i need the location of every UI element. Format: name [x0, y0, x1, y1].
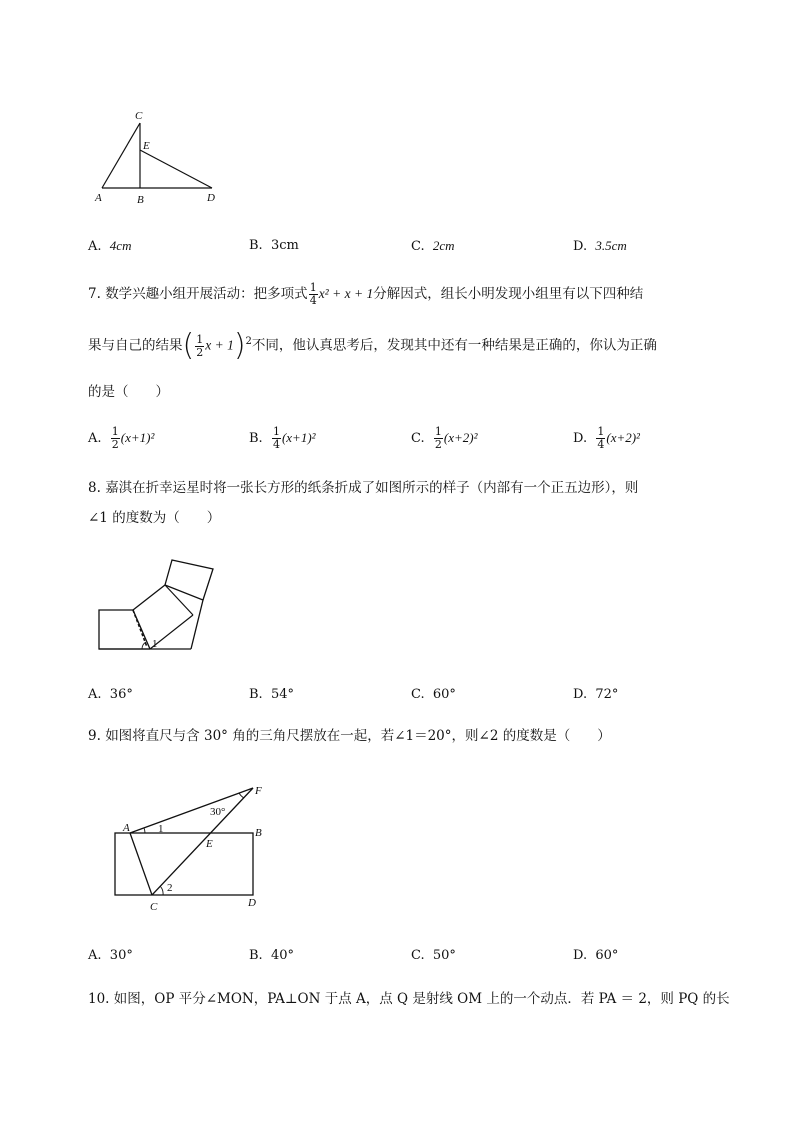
label-d: D [207, 192, 215, 204]
label-b: B [255, 827, 262, 839]
q9-option-c[interactable]: C. 50° [411, 948, 456, 963]
q7-line-3: 的是（ ） [88, 384, 169, 400]
label-c: C [150, 901, 158, 913]
q9-option-d[interactable]: D. 60° [573, 948, 619, 963]
fraction: $\frac{1}{4}$ [309, 281, 317, 307]
q8-line-1: 8. 嘉淇在折幸运星时将一张长方形的纸条折成了如图所示的样子（内部有一个正五边形），则 [88, 480, 639, 496]
q8-option-d[interactable]: D. 72° [573, 687, 619, 702]
fraction: $\frac{1}{2}$ [196, 332, 204, 359]
q8-line-2: ∠1 的度数为（ ） [88, 510, 221, 526]
label-e: E [143, 140, 150, 152]
q7-line-2: 果与自己的结果( $\frac{1}{2}$ x + 1)$^2$不同，他认真思考后，发现其中还有一种结果是正确的，你认为正确 [88, 328, 657, 363]
q10-line-1: 10. 如图，OP 平分∠MON，PA⊥ON 于点 A，点 Q 是射线 OM 上的一个动点．若 PA ＝ 2，则 PQ 的长 [88, 991, 730, 1007]
ruler-triangle-figure-q9 [105, 778, 275, 913]
q6-option-b[interactable]: B. 3cm [249, 238, 299, 253]
triangle-figure-q6 [90, 105, 230, 210]
q7-option-c[interactable]: C. $\frac{1}{2}$ (x+2)² [411, 425, 478, 451]
label-d: D [248, 897, 256, 909]
folded-strip-figure-q8 [95, 555, 220, 655]
angle-2-label: 2 [167, 882, 173, 894]
q6-option-c[interactable]: C. 2cm [411, 238, 455, 254]
label-a: A [123, 822, 130, 834]
q9-option-b[interactable]: B. 40° [249, 948, 294, 963]
label-a: A [95, 192, 102, 204]
q9-line-1: 9. 如图将直尺与含 30° 角的三角尺摆放在一起，若∠1＝20°，则∠2 的度数是（ ） [88, 728, 611, 744]
q8-option-c[interactable]: C. 60° [411, 687, 456, 702]
q6-option-d[interactable]: D. 3.5cm [573, 238, 627, 254]
angle-1-label: 1 [158, 823, 164, 835]
label-30-degrees: 30° [210, 806, 226, 818]
q7-option-b[interactable]: B. $\frac{1}{4}$ (x+1)² [249, 425, 316, 451]
label-c: C [135, 110, 143, 122]
label-f: F [255, 785, 262, 797]
q9-option-a[interactable]: A. 30° [88, 948, 133, 963]
q8-option-b[interactable]: B. 54° [249, 687, 294, 702]
angle-1-label: 1 [152, 638, 158, 650]
q6-option-a[interactable]: A. 4cm [88, 238, 132, 254]
label-b: B [137, 194, 144, 206]
q7-option-d[interactable]: D. $\frac{1}{4}$ (x+2)² [573, 425, 640, 451]
label-e: E [206, 838, 213, 850]
q7-line-1: 7. 数学兴趣小组开展活动：把多项式 $\frac{1}{4}$ x² + x + 1分解因式，组长小明发现小组里有以下四种结 [88, 281, 644, 307]
q7-option-a[interactable]: A. $\frac{1}{2}$ (x+1)² [88, 425, 155, 451]
q8-option-a[interactable]: A. 36° [88, 687, 133, 702]
